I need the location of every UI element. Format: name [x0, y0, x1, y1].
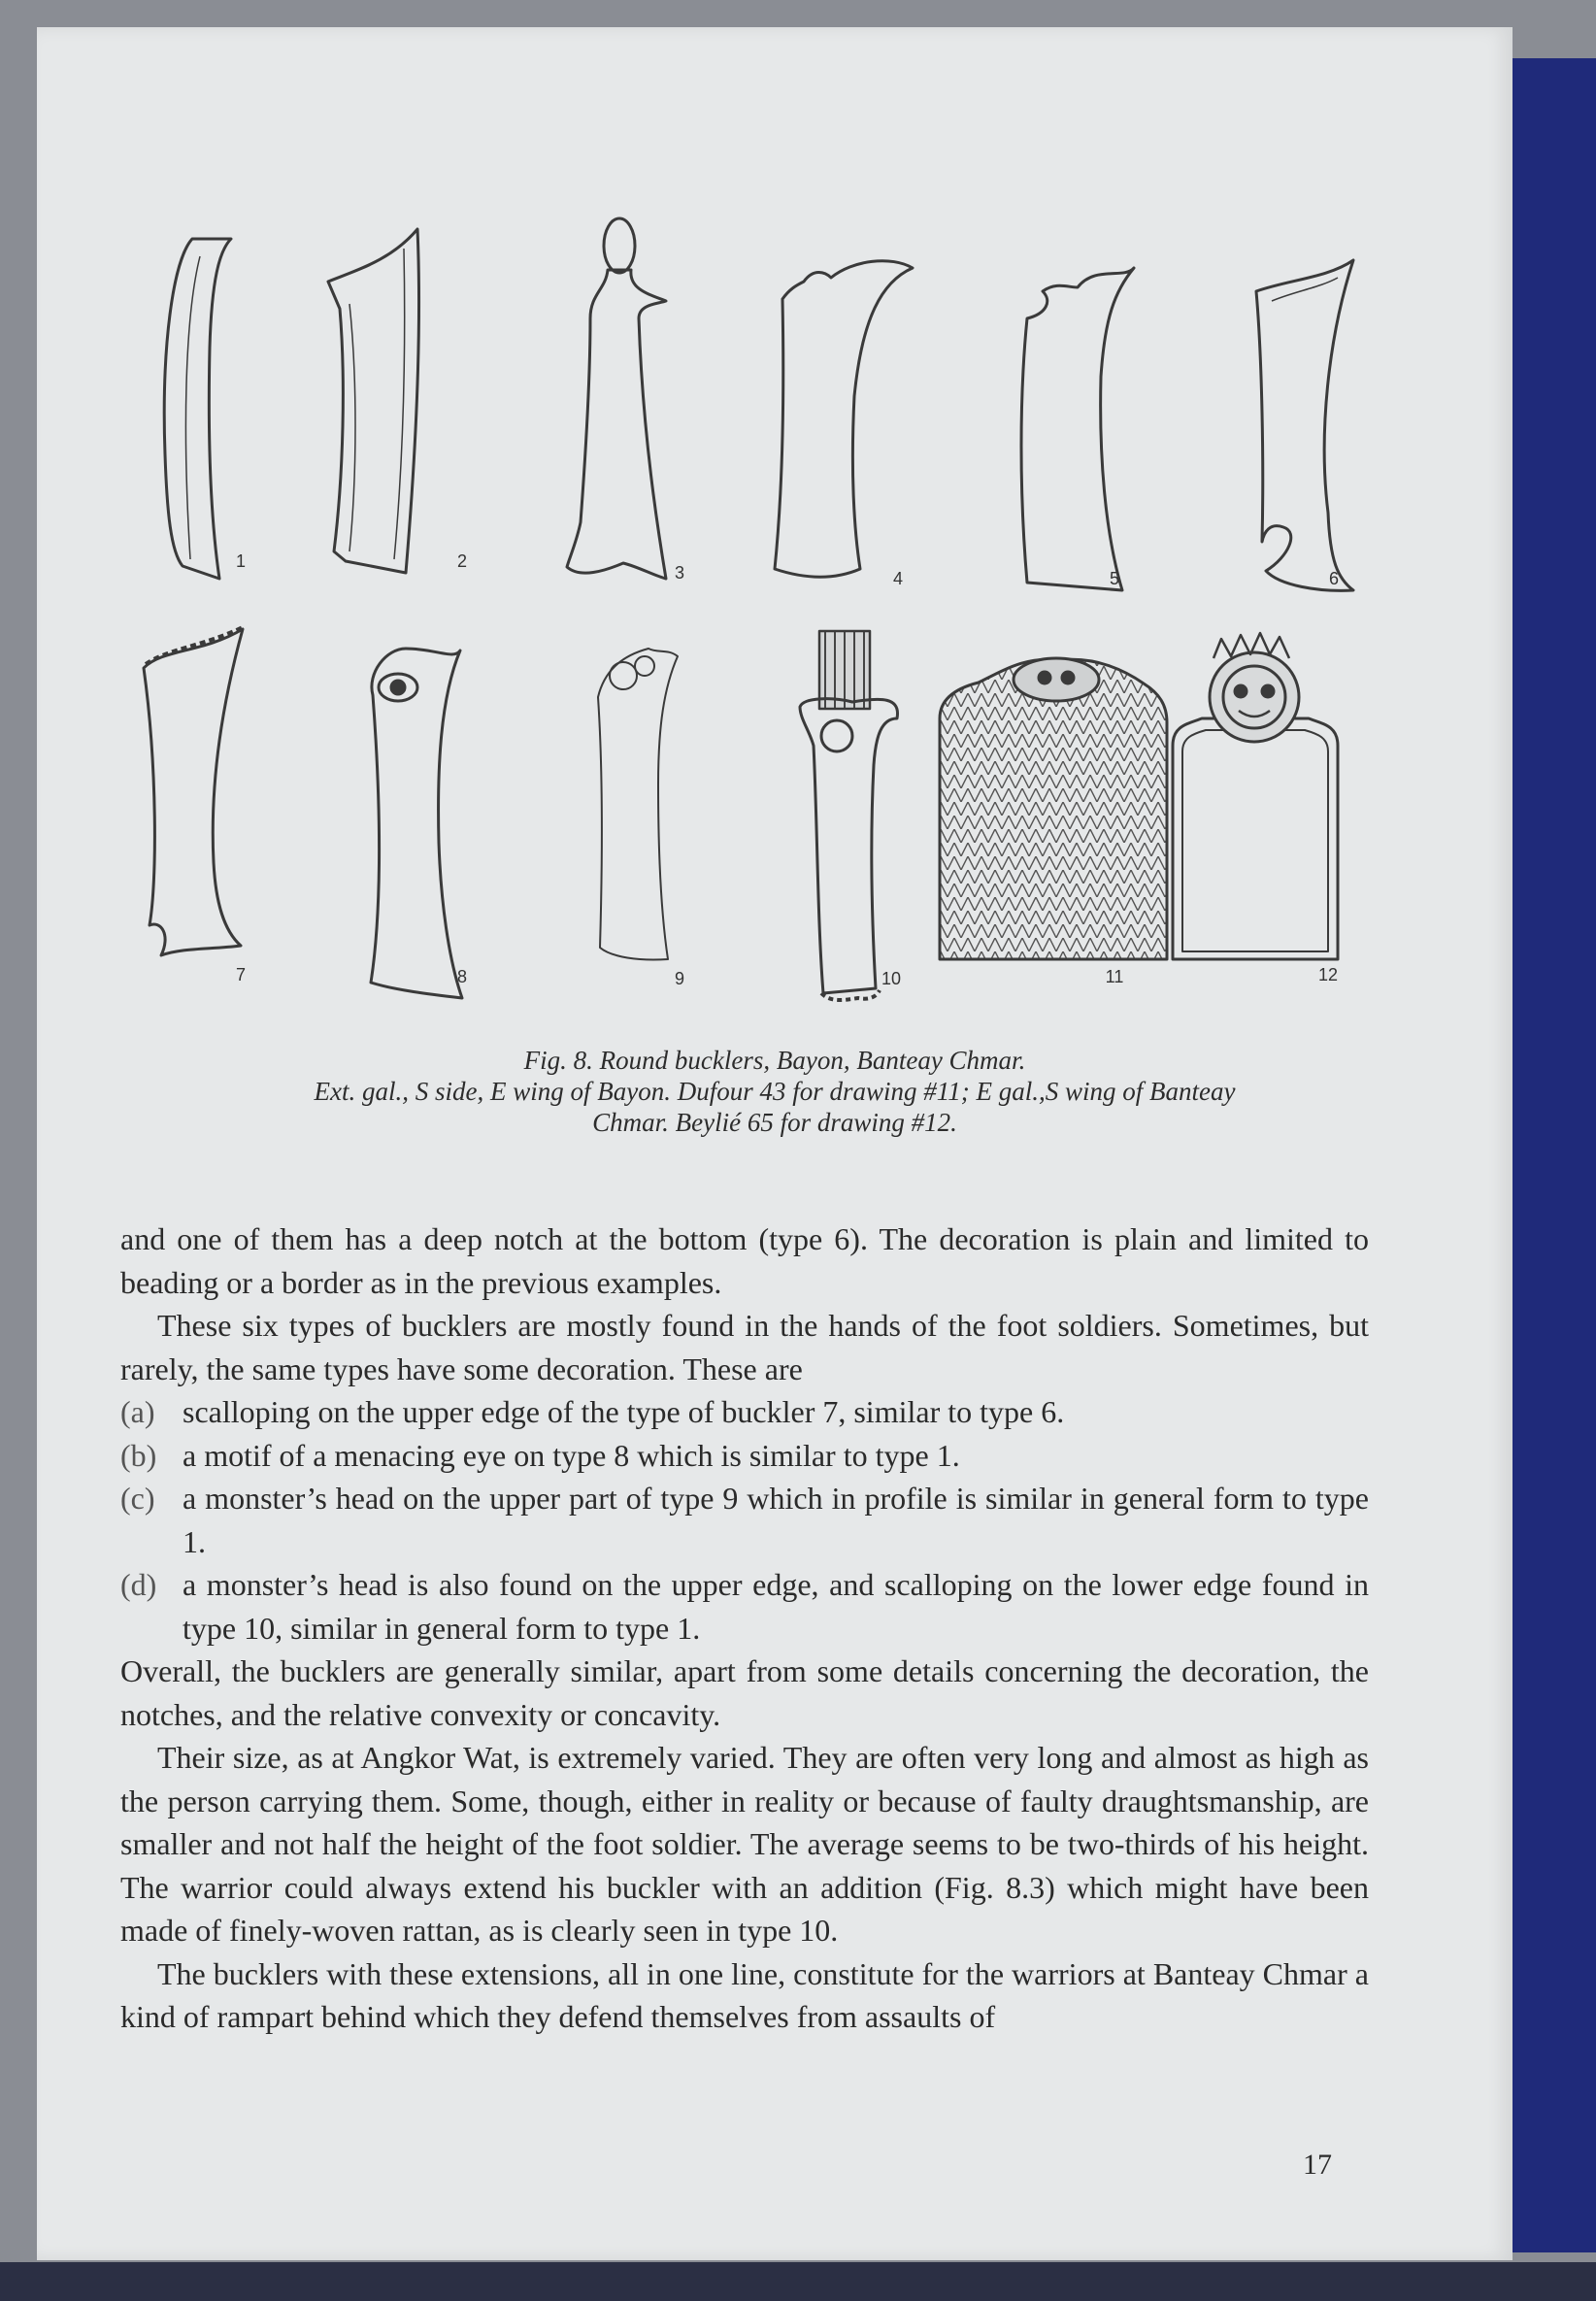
fig-label-9: 9 — [674, 969, 685, 988]
fig-label-2: 2 — [456, 551, 468, 571]
book-cover-edge — [1509, 58, 1596, 2252]
fig-label-5: 5 — [1109, 569, 1120, 588]
buckler-2 — [328, 229, 419, 573]
list-text: a monster’s head on the upper part of type 9 which in profile is similar in general form to type 1. — [183, 1481, 1369, 1559]
fig-label-3: 3 — [674, 563, 685, 583]
page-number: 17 — [1303, 2149, 1332, 2181]
paragraph-2: These six types of bucklers are mostly found in the hands of the foot soldiers. Sometimes, but rarely, the same types have some decoration. These are — [120, 1308, 1369, 1386]
list-text: scalloping on the upper edge of the type of buckler 7, similar to type 6. — [183, 1394, 1065, 1429]
list-item-a — [120, 1390, 1369, 1434]
buckler-3 — [567, 218, 666, 579]
paragraph-3: Overall, the bucklers are generally similar, apart from some details concerning the decoration, the notches, and the relative convexity or concavity. — [120, 1653, 1369, 1732]
list-marker: (d) — [120, 1567, 157, 1602]
book-page — [37, 27, 1513, 2260]
buckler-12 — [1173, 633, 1338, 959]
buckler-1 — [164, 239, 231, 579]
fig-label-11: 11 — [1105, 967, 1124, 986]
fig-label-7: 7 — [235, 965, 247, 984]
buckler-4 — [775, 261, 913, 578]
buckler-6 — [1256, 260, 1353, 590]
buckler-7 — [144, 627, 243, 955]
caption-line-1: Fig. 8. Round bucklers, Bayon, Banteay Chmar. — [523, 1046, 1026, 1075]
buckler-9 — [598, 649, 678, 960]
list-item-c — [120, 1477, 1369, 1563]
fig-label-8: 8 — [456, 967, 468, 986]
buckler-5 — [1021, 268, 1134, 590]
buckler-11 — [940, 658, 1167, 959]
fig-label-1: 1 — [235, 551, 247, 571]
list-item-b — [120, 1434, 1369, 1478]
figure-caption — [115, 1045, 1435, 1138]
buckler-8 — [371, 649, 462, 998]
body-text — [120, 1217, 1369, 2039]
list-text: a monster’s head is also found on the upper edge, and scalloping on the lower edge found in type 10, similar in general form to type 1. — [183, 1567, 1369, 1646]
fig-label-6: 6 — [1328, 569, 1340, 588]
list-item-d — [120, 1563, 1369, 1650]
paragraph-5: The bucklers with these extensions, all in one line, constitute for the warriors at Banteay Chmar a kind of rampart behind which they defend themselves from assaults of — [120, 1955, 1369, 2034]
paragraph-1: and one of them has a deep notch at the bottom (type 6). The decoration is plain and limited to beading or a border as in the previous examples. — [120, 1221, 1369, 1300]
paragraph-4: Their size, as at Angkor Wat, is extremely varied. They are often very long and almost as high as the person carrying them. Some, though, either in reality or because of faulty draughtsmanship, are smaller and not half the height of the foot soldier. The average seems to be two-thirds of his height. The warrior could always extend his buckler with an addition (Fig. 8.3) which might have been made of finely-woven rattan, as is clearly seen in type 10. — [120, 1740, 1369, 1948]
fig-label-4: 4 — [892, 569, 904, 588]
fig-label-10: 10 — [881, 969, 902, 988]
book-cover-bottom — [0, 2262, 1596, 2301]
buckler-figure — [37, 27, 1513, 1056]
list-text: a motif of a menacing eye on type 8 which is similar to type 1. — [183, 1437, 960, 1473]
caption-line-2: Ext. gal., S side, E wing of Bayon. Dufour 43 for drawing #11; E gal.,S wing of Banteay — [314, 1077, 1236, 1106]
buckler-10 — [800, 631, 898, 1000]
fig-label-12: 12 — [1317, 965, 1339, 984]
list-marker: (a) — [120, 1394, 155, 1429]
caption-line-3: Chmar. Beylié 65 for drawing #12. — [592, 1108, 957, 1137]
list-marker: (c) — [120, 1481, 155, 1516]
list-marker: (b) — [120, 1437, 157, 1473]
